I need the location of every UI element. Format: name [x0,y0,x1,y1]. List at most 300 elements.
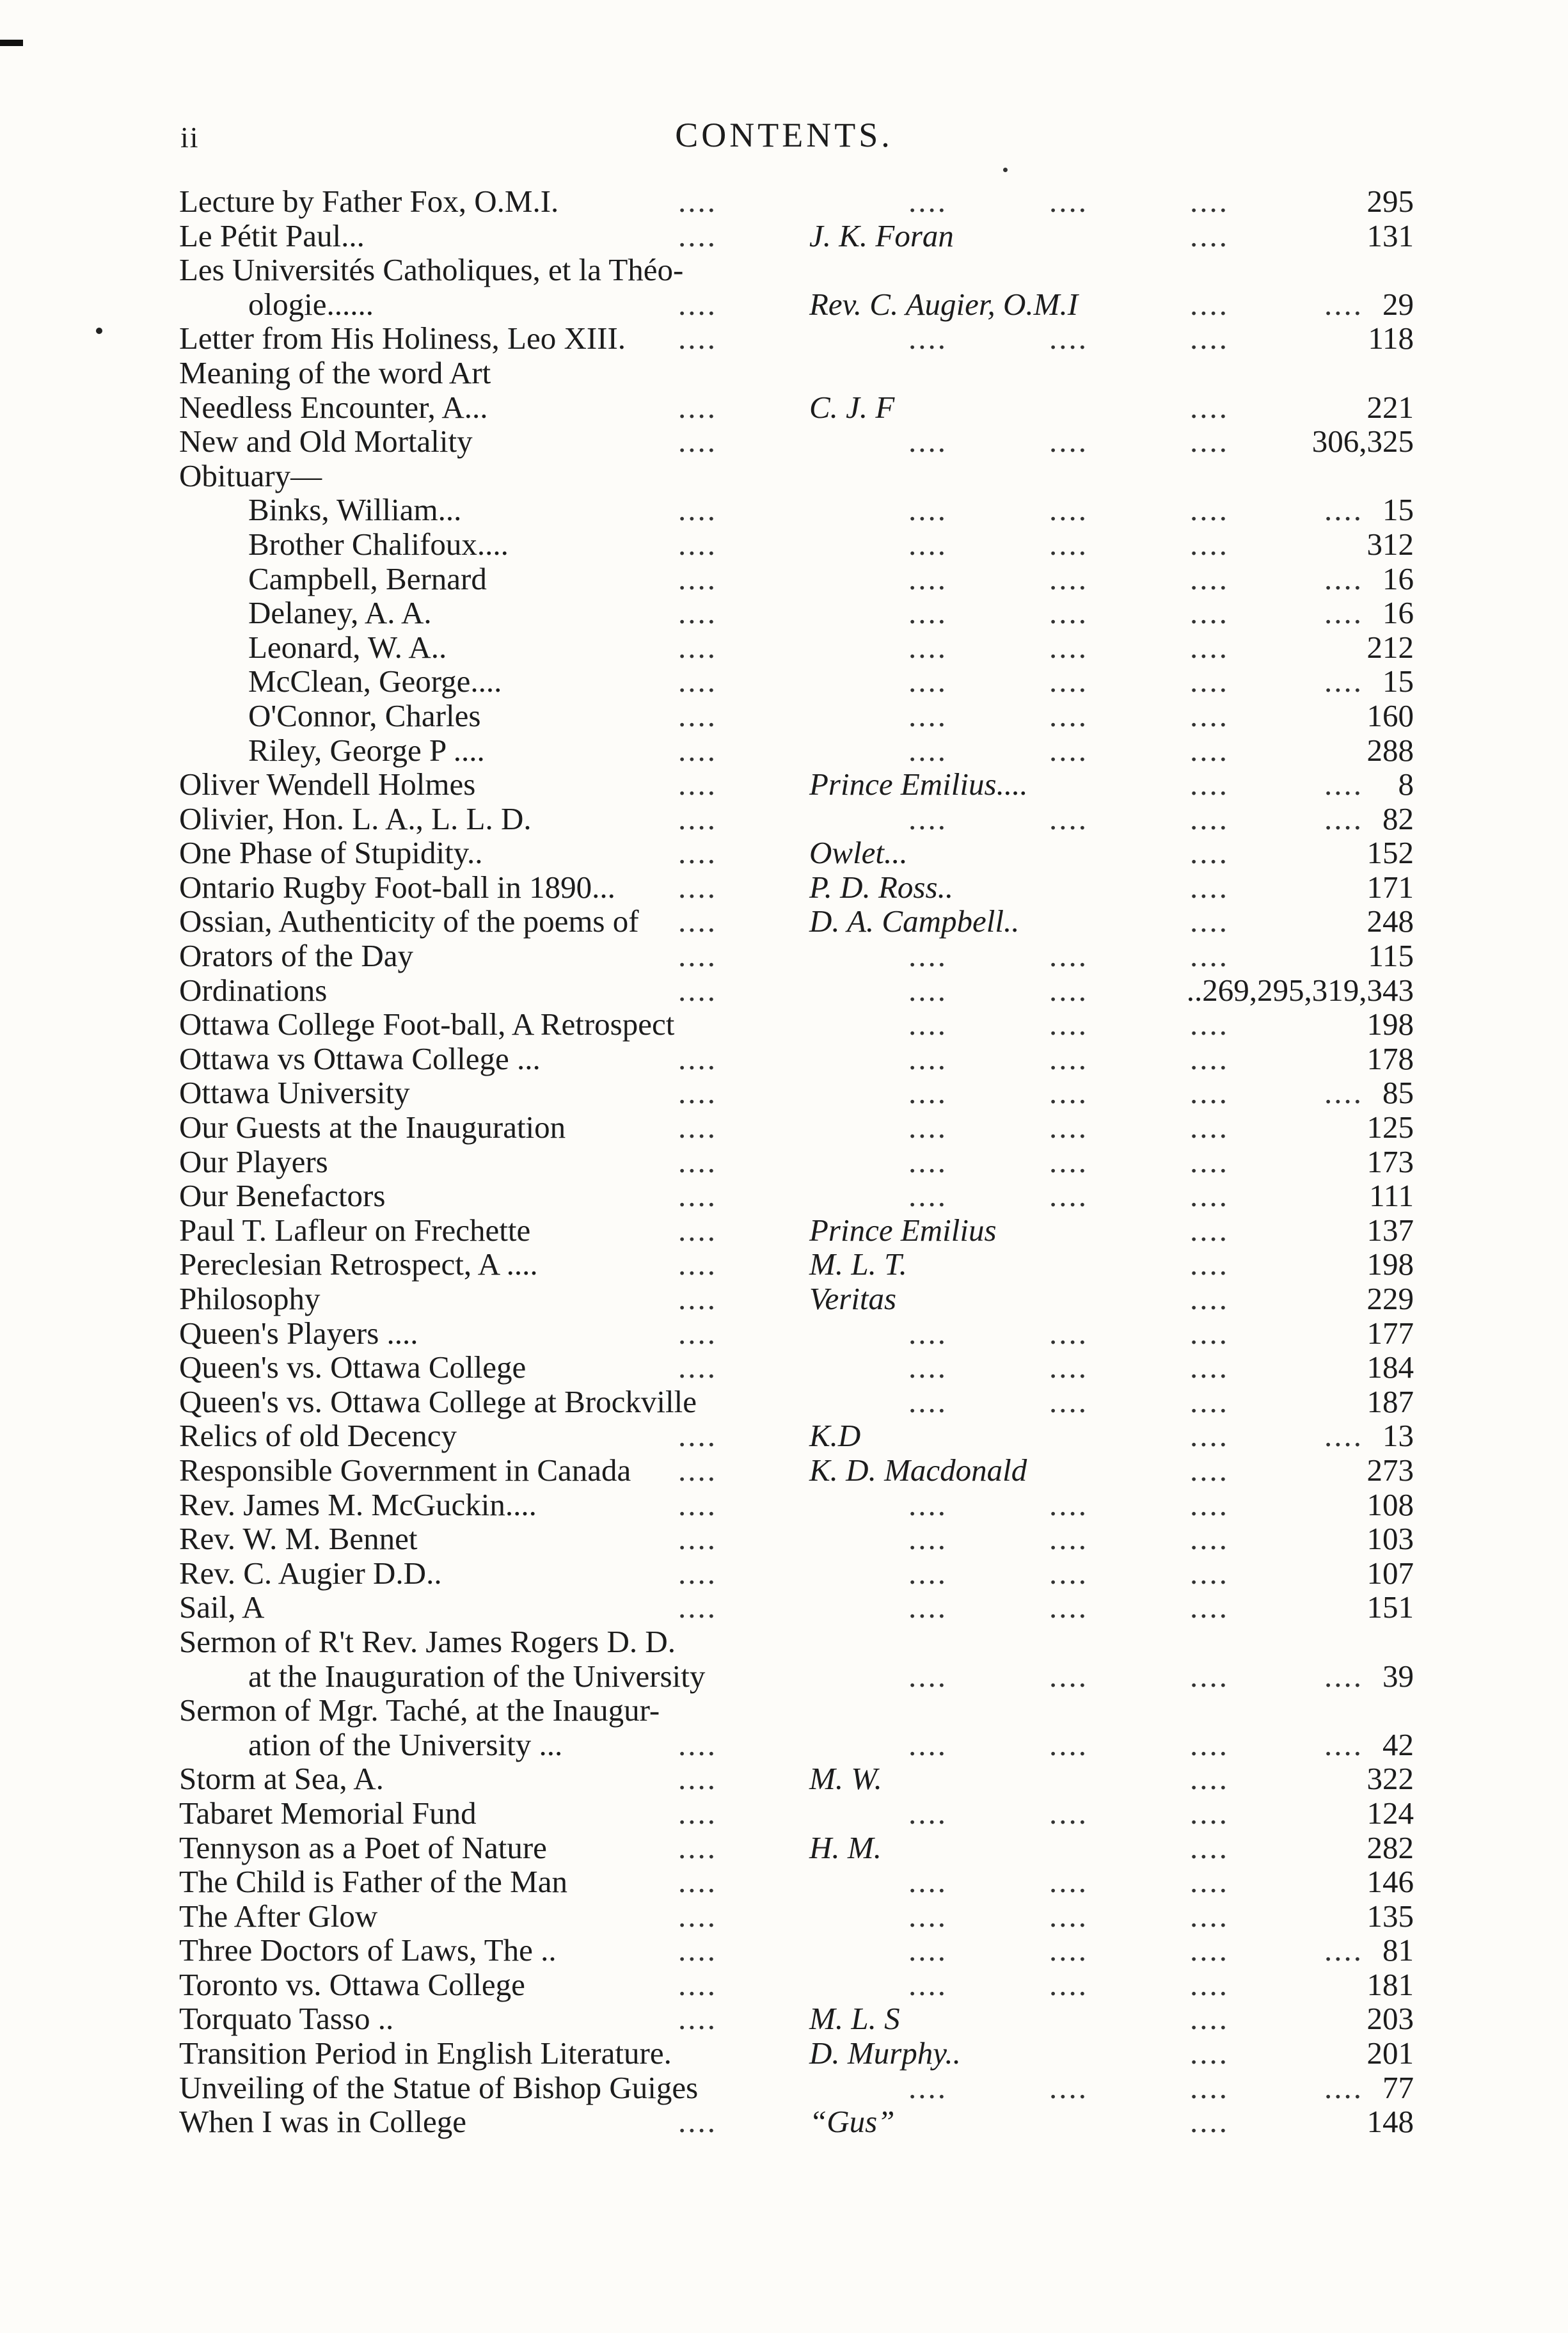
leader-dots: .... [1190,1761,1229,1797]
contents-entry [179,287,1414,322]
leader-dots: .... [1190,1452,1229,1488]
entry-author: J. K. Foran [809,218,954,253]
leader-dots: .... [1049,184,1088,219]
entry-pages: 103 [1366,1521,1414,1557]
leader-dots: .... [1324,1418,1363,1454]
leader-dots: .... [908,938,947,974]
leader-dots: .... [1324,800,1363,836]
leader-dots: .... [1190,1555,1229,1591]
leader-dots: .... [1324,664,1363,699]
contents-entry [179,1933,1414,1968]
leader-dots: .... [1190,1281,1229,1316]
entry-pages: 16 [1382,595,1414,631]
contents-entry [179,424,1414,459]
leader-dots: .... [678,1452,717,1488]
contents-entry [179,459,1414,493]
entry-title: Le Pétit Paul... [179,218,365,253]
leader-dots: .... [908,526,947,562]
leader-dots: .... [1190,184,1229,219]
leader-dots: .... [1190,1898,1229,1934]
leader-dots: .... [908,1178,947,1214]
entry-title: Toronto vs. Ottawa College [179,1966,525,2002]
leader-dots: .... [678,424,717,459]
leader-dots: .... [678,492,717,528]
entry-pages: 171 [1366,869,1414,905]
leader-dots: .... [678,1246,717,1282]
entry-pages: 201 [1366,2035,1414,2071]
contents-entry [179,1522,1414,1556]
contents-entry [179,1385,1414,1419]
entry-pages: 85 [1382,1075,1414,1111]
leader-dots: .... [1324,1932,1363,1968]
leader-dots: .... [678,1589,717,1625]
leader-dots: .... [1049,1932,1088,1968]
contents-entry [179,356,1414,390]
contents-entry [179,1899,1414,1934]
entry-pages: 77 [1382,2069,1414,2105]
leader-dots: .... [1049,595,1088,631]
leader-dots: .... [1049,1383,1088,1419]
entry-title: Torquato Tasso .. [179,2001,394,2037]
entry-title: Orators of the Day [179,938,414,974]
entry-author: M. L. S [809,2001,900,2037]
leader-dots: .... [1190,1383,1229,1419]
leader-dots: .... [1190,321,1229,356]
entry-title: Ossian, Authenticity of the poems of [179,904,639,939]
leader-dots: .... [1049,1143,1088,1179]
contents-entry [179,699,1414,733]
leader-dots: .... [1049,1178,1088,1214]
entry-pages: 160 [1366,697,1414,733]
entry-title: ation of the University ... [248,1726,563,1762]
leader-dots: .... [1190,1726,1229,1762]
contents-entry [179,1316,1414,1351]
leader-dots: .... [908,1589,947,1625]
leader-dots: .... [1049,424,1088,459]
entry-pages: 173 [1366,1143,1414,1179]
entry-title: Lecture by Father Fox, O.M.I. [179,184,559,219]
leader-dots: .... [1324,286,1363,322]
leader-dots: .... [1049,526,1088,562]
entry-pages: 148 [1366,2104,1414,2140]
leader-dots: .... [678,1829,717,1865]
entry-title: Queen's Players .... [179,1315,418,1351]
leader-dots: .... [908,424,947,459]
entry-title: Pereclesian Retrospect, A .... [179,1246,538,1282]
leader-dots: .... [678,664,717,699]
leader-dots: .... [678,1110,717,1145]
leader-dots: .... [1190,904,1229,939]
entry-title: Rev. C. Augier D.D.. [179,1555,442,1591]
contents-entry [179,1728,1414,1762]
leader-dots: .... [678,218,717,253]
leader-dots: .... [908,1075,947,1111]
entry-title: Oliver Wendell Holmes [179,767,476,802]
entry-author: Prince Emilius.... [809,767,1028,802]
leader-dots: .... [908,561,947,596]
leader-dots: .... [1190,697,1229,733]
leader-dots: .... [1190,424,1229,459]
entry-pages: 16 [1382,561,1414,596]
leader-dots: .... [1049,561,1088,596]
contents-entry [179,767,1414,802]
leader-dots: .... [1190,526,1229,562]
header-dot-mark [1003,168,1008,172]
leader-dots: .... [1049,1486,1088,1522]
entry-pages: 151 [1366,1589,1414,1625]
leader-dots: .... [908,1350,947,1385]
leader-dots: .... [678,1761,717,1797]
entry-pages: 118 [1368,321,1414,356]
contents-entry [179,1865,1414,1899]
leader-dots: .... [678,526,717,562]
entry-title: Ontario Rugby Foot-ball in 1890... [179,869,615,905]
leader-dots: .... [1190,1315,1229,1351]
leader-dots: .... [908,1555,947,1591]
contents-entry [179,973,1414,1008]
entry-title: The After Glow [179,1898,378,1934]
entry-title: Responsible Government in Canada [179,1452,631,1488]
leader-dots: .... [908,1143,947,1179]
leader-dots: .... [1049,1315,1088,1351]
entry-author: M. L. T. [809,1246,907,1282]
contents-entry [179,904,1414,939]
leader-dots: .... [1190,732,1229,768]
page-number: ii [180,121,200,154]
entry-title: Storm at Sea, A. [179,1761,384,1797]
leader-dots: .... [1190,561,1229,596]
leader-dots: .... [1190,1829,1229,1865]
leader-dots: .... [678,1966,717,2002]
leader-dots: .... [678,184,717,219]
leader-dots: .... [678,767,717,802]
entry-author: M. W. [809,1761,882,1797]
leader-dots: .... [1190,800,1229,836]
entry-title: Philosophy [179,1281,321,1316]
leader-dots: .... [908,321,947,356]
entry-pages: 312 [1366,526,1414,562]
leader-dots: .... [1190,1350,1229,1385]
leader-dots: .... [1324,767,1363,802]
entry-pages: 295 [1366,184,1414,219]
leader-dots: .... [1190,1246,1229,1282]
leader-dots: .... [1324,1075,1363,1111]
leader-dots: .... [1324,561,1363,596]
entry-title: O'Connor, Charles [248,697,481,733]
entry-title: Transition Period in English Literature. [179,2035,672,2071]
leader-dots: .... [1190,218,1229,253]
leader-dots: .... [1049,938,1088,974]
leader-dots: .... [678,1418,717,1454]
leader-dots: .... [1049,1864,1088,1900]
margin-dot-mark [96,328,102,334]
leader-dots: .... [678,972,717,1008]
entry-pages: 115 [1368,938,1414,974]
leader-dots: .... [908,1795,947,1831]
entry-title: ologie...... [248,286,374,322]
entry-title: Ottawa vs Ottawa College ... [179,1040,541,1076]
entry-pages: 42 [1382,1726,1414,1762]
leader-dots: .... [1049,629,1088,665]
leader-dots: .... [908,1966,947,2002]
contents-entry [179,1419,1414,1453]
leader-dots: .... [1190,2104,1229,2140]
contents-entry [179,664,1414,699]
leader-dots: .... [908,972,947,1008]
contents-entry [179,1282,1414,1316]
leader-dots: .... [908,697,947,733]
leader-dots: .... [908,1726,947,1762]
contents-entry [179,1076,1414,1110]
entry-pages: 131 [1366,218,1414,253]
entry-title: Les Universités Catholiques, et la Théo- [179,252,684,288]
leader-dots: .... [678,1795,717,1831]
leader-dots: .... [1049,1555,1088,1591]
leader-dots: .... [1049,697,1088,733]
contents-entry [179,321,1414,356]
leader-dots: .... [1190,492,1229,528]
contents-entry [179,2036,1414,2071]
contents-entry [179,1590,1414,1625]
leader-dots: .... [1190,664,1229,699]
leader-dots: .... [1190,869,1229,905]
contents-entry [179,2002,1414,2036]
entry-title: Paul T. Lafleur on Frechette [179,1212,531,1248]
leader-dots: .... [678,904,717,939]
contents-entry [179,1179,1414,1213]
entry-author: K. D. Macdonald [809,1452,1027,1488]
entry-title: Unveiling of the Statue of Bishop Guiges [179,2069,699,2105]
entry-title: Olivier, Hon. L. A., L. L. D. [179,800,532,836]
leader-dots: .... [1049,1726,1088,1762]
entry-author: P. D. Ross.. [809,869,954,905]
entry-pages: 13 [1382,1418,1414,1454]
leader-dots: .... [678,1521,717,1557]
contents-entry [179,1110,1414,1145]
leader-dots: .... [1190,1932,1229,1968]
contents-entry [179,733,1414,768]
leader-dots: .... [908,1110,947,1145]
leader-dots: .... [908,629,947,665]
margin-bar-mark [0,40,23,46]
leader-dots: .... [1190,286,1229,322]
entry-title: Delaney, A. A. [248,595,432,631]
leader-dots: .... [908,1898,947,1934]
leader-dots: .... [1324,1658,1363,1694]
entry-pages: 187 [1366,1383,1414,1419]
entry-title: Rev. W. M. Bennet [179,1521,418,1557]
leader-dots: .... [1190,1658,1229,1694]
leader-dots: .... [1190,767,1229,802]
entry-pages: 108 [1366,1486,1414,1522]
leader-dots: .... [678,1281,717,1316]
leader-dots: .... [678,1075,717,1111]
entry-pages: 29 [1382,286,1414,322]
entry-pages: 212 [1366,629,1414,665]
entry-title: at the Inauguration of the University [248,1658,706,1694]
entry-title: New and Old Mortality [179,424,473,459]
leader-dots: .... [1049,1110,1088,1145]
entry-pages: 146 [1366,1864,1414,1900]
leader-dots: .... [678,561,717,596]
entry-title: Three Doctors of Laws, The .. [179,1932,557,1968]
leader-dots: .... [908,1315,947,1351]
leader-dots: .... [1190,1864,1229,1900]
contents-entry [179,1762,1414,1796]
leader-dots: .... [678,1898,717,1934]
leader-dots: .... [678,1864,717,1900]
entry-pages: 203 [1366,2001,1414,2037]
leader-dots: .... [678,869,717,905]
entry-title: Meaning of the word Art [179,354,491,390]
leader-dots: .... [678,1932,717,1968]
entry-title: Needless Encounter, A... [179,389,488,425]
leader-dots: .... [908,2069,947,2105]
entry-author: C. J. F [809,389,895,425]
leader-dots: .... [908,1040,947,1076]
contents-entry [179,1453,1414,1488]
running-head: CONTENTS. [675,116,893,154]
contents-entry [179,562,1414,596]
entry-pages: 273 [1366,1452,1414,1488]
entry-title: Sermon of R't Rev. James Rogers D. D. [179,1623,676,1659]
entry-pages: 125 [1366,1110,1414,1145]
entry-pages: 39 [1382,1658,1414,1694]
entry-title: Riley, George P .... [248,732,485,768]
leader-dots: .... [678,1350,717,1385]
entry-title: Obituary— [179,458,322,493]
entry-pages: 8 [1398,767,1414,802]
leader-dots: .... [908,595,947,631]
entry-title: Letter from His Holiness, Leo XIII. [179,321,626,356]
entry-pages: 152 [1366,835,1414,871]
contents-entry [179,1247,1414,1282]
leader-dots: .... [1190,595,1229,631]
entry-pages: 135 [1366,1898,1414,1934]
leader-dots: .... [908,664,947,699]
leader-dots: .... [1049,1658,1088,1694]
leader-dots: .... [1190,1212,1229,1248]
entry-title: Brother Chalifoux.... [248,526,509,562]
contents-entry [179,596,1414,630]
contents-entry [179,802,1414,836]
entry-pages: 322 [1366,1761,1414,1797]
entry-pages: 178 [1366,1040,1414,1076]
leader-dots: .... [1190,1007,1229,1042]
entry-title: Queen's vs. Ottawa College [179,1350,527,1385]
contents-entry [179,1042,1414,1076]
leader-dots: .... [1324,2069,1363,2105]
contents-entry [179,253,1414,287]
entry-title: Leonard, W. A.. [248,629,447,665]
contents-entry [179,1831,1414,1865]
leader-dots: .... [678,835,717,871]
leader-dots: .... [1049,664,1088,699]
leader-dots: .... [1049,1898,1088,1934]
entry-title: Campbell, Bernard [248,561,487,596]
leader-dots: .... [908,1521,947,1557]
contents-entry [179,1350,1414,1385]
contents-entry [179,2071,1414,2105]
contents-entry [179,1968,1414,2002]
entry-title: Our Guests at the Inauguration [179,1110,566,1145]
contents-list [179,184,1414,2139]
leader-dots: .... [1049,732,1088,768]
leader-dots: .... [1190,835,1229,871]
leader-dots: .... [908,184,947,219]
leader-dots: .... [1049,1589,1088,1625]
leader-dots: .... [908,1486,947,1522]
entry-pages: 137 [1366,1212,1414,1248]
entry-author: H. M. [809,1829,882,1865]
entry-pages: 111 [1369,1178,1414,1214]
entry-pages: 248 [1366,904,1414,939]
leader-dots: .... [1190,1486,1229,1522]
leader-dots: .... [678,1143,717,1179]
leader-dots: .... [1049,1040,1088,1076]
entry-title: One Phase of Stupidity.. [179,835,483,871]
entry-author: D. A. Campbell.. [809,904,1020,939]
entry-title: Ordinations [179,972,328,1008]
entry-pages: 181 [1366,1966,1414,2002]
entry-author: Owlet... [809,835,908,871]
leader-dots: .... [908,492,947,528]
contents-entry [179,1625,1414,1659]
leader-dots: .... [1190,629,1229,665]
entry-pages: 82 [1382,800,1414,836]
leader-dots: .... [1049,1966,1088,2002]
entry-author: Prince Emilius [809,1212,997,1248]
entry-pages: 184 [1366,1350,1414,1385]
contents-entry [179,527,1414,562]
leader-dots: .... [678,1040,717,1076]
entry-title: Rev. James M. McGuckin.... [179,1486,537,1522]
leader-dots: .... [1190,1110,1229,1145]
leader-dots: .... [1190,1521,1229,1557]
leader-dots: .... [678,800,717,836]
entry-pages: ..269,295,319,343 [1186,972,1414,1008]
entry-pages: 198 [1366,1246,1414,1282]
leader-dots: .... [678,1486,717,1522]
entry-title: When I was in College [179,2104,467,2140]
contents-entry [179,870,1414,905]
entry-title: Our Players [179,1143,328,1179]
leader-dots: .... [1190,1075,1229,1111]
leader-dots: .... [908,800,947,836]
leader-dots: .... [1190,2035,1229,2071]
entry-title: Queen's vs. Ottawa College at Brockville [179,1383,697,1419]
contents-entry [179,1693,1414,1728]
entry-title: Tabaret Memorial Fund [179,1795,477,1831]
leader-dots: .... [678,697,717,733]
leader-dots: .... [1049,1795,1088,1831]
entry-pages: 198 [1366,1007,1414,1042]
leader-dots: .... [678,595,717,631]
entry-title: Binks, William... [248,492,462,528]
leader-dots: .... [908,732,947,768]
contents-entry [179,2105,1414,2139]
entry-pages: 288 [1366,732,1414,768]
leader-dots: .... [908,1658,947,1694]
entry-pages: 107 [1366,1555,1414,1591]
entry-pages: 15 [1382,664,1414,699]
leader-dots: .... [1049,800,1088,836]
leader-dots: .... [1190,1143,1229,1179]
leader-dots: .... [908,1932,947,1968]
entry-pages: 177 [1366,1315,1414,1351]
leader-dots: .... [1049,2069,1088,2105]
entry-author: D. Murphy.. [809,2035,961,2071]
